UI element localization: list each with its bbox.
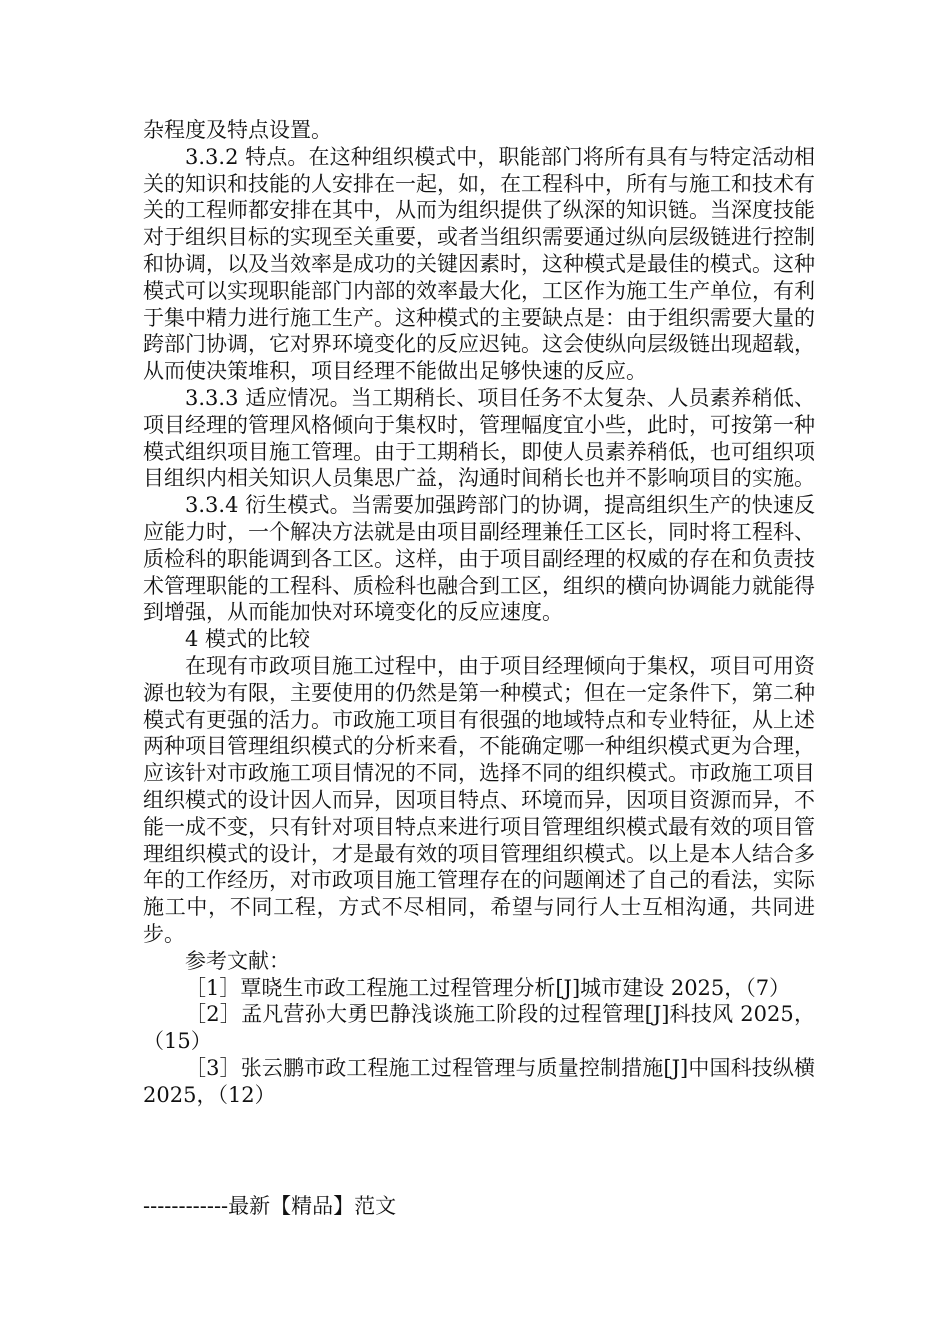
paragraph-section-3-3-2: 3.3.2 特点。在这种组织模式中，职能部门将所有具有与特定活动相关的知识和技能的人安排在一起，如，在工程科中，所有与施工和技术有关的工程师都安排在其中，从而为组织提供了纵深的知识链。当深度技能对于组织目标的实现至关重要，或者当组织需要通过纵向层级链进行控制和协调，以及当效率是成功的关键因素时，这种模式是最佳的模式。这种模式可以实现职能部门内部的效率最大化，工区作为施工生产单位，有利于集中精力进行施工生产。这种模式的主要缺点是：由于组织需要大量的跨部门协调，它对界环境变化的反应迟钝。这会使纵向层级链出现超载，从而使决策堆积，项目经理不能做出足够快速的反应。 — [143, 144, 815, 384]
section-heading-4: 4 模式的比较 — [185, 627, 311, 652]
reference-item-2: ［2］孟凡营孙大勇巴静浅谈施工阶段的过程管理[J]科技风 2025，（15） — [143, 1002, 815, 1054]
paragraph-continuation: 杂程度及特点设置。 — [143, 118, 332, 142]
reference-item-1: ［1］覃晓生市政工程施工过程管理分析[J]城市建设 2025，（7） — [185, 975, 791, 1000]
reference-item-3: ［3］张云鹏市政工程施工过程管理与质量控制措施[J]中国科技纵横 2025，（12） — [143, 1055, 815, 1107]
document-body — [143, 117, 815, 1108]
paragraph-section-3-3-4: 3.3.4 衍生模式。当需要加强跨部门的协调，提高组织生产的快速反应能力时，一个解决方法就是由项目副经理兼任工区长，同时将工程科、质检科的职能调到各工区。这样，由于项目副经理的权威的存在和负责技术管理职能的工程科、质检科也融合到工区，组织的横向协调能力就能得到增强，从而能加快对环境变化的反应速度。 — [143, 493, 815, 625]
references-heading: 参考文献： — [185, 948, 290, 973]
page-footer: ------------最新【精品】范文 — [143, 1194, 397, 1218]
paragraph-section-3-3-3: 3.3.3 适应情况。当工期稍长、项目任务不太复杂、人员素养稍低、项目经理的管理风格倾向于集权时，管理幅度宜小些，此时，可按第一种模式组织项目施工管理。由于工期稍长，即使人员素养稍低，也可组织项目组织内相关知识人员集思广益，沟通时间稍长也并不影响项目的实施。 — [143, 385, 815, 491]
paragraph-comparison: 在现有市政项目施工过程中，由于项目经理倾向于集权，项目可用资源也较为有限，主要使用的仍然是第一种模式；但在一定条件下，第二种模式有更强的活力。市政施工项目有很强的地域特点和专业特征，从上述两种项目管理组织模式的分析来看，不能确定哪一种组织模式更为合理，应该针对市政施工项目情况的不同，选择不同的组织模式。市政施工项目组织模式的设计因人而异，因项目特点、环境而异，因项目资源而异，不能一成不变，只有针对项目特点来进行项目管理组织模式最有效的项目管理组织模式的设计，才是最有效的项目管理组织模式。以上是本人结合多年的工作经历，对市政项目施工管理存在的问题阐述了自己的看法，实际施工中，不同工程，方式不尽相同，希望与同行人士互相沟通，共同进步。 — [143, 653, 815, 946]
